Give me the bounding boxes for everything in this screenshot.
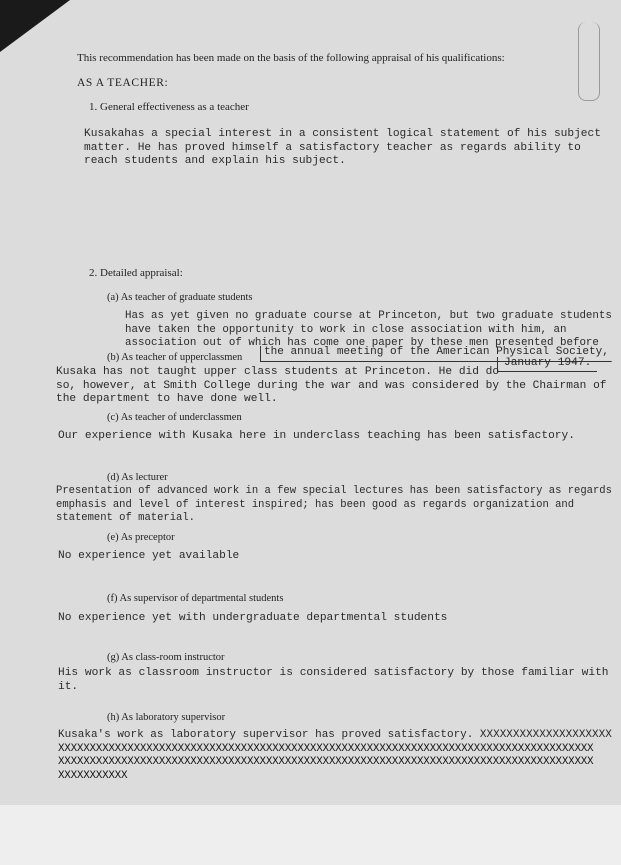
text-line: reach students and explain his subject. [84, 155, 346, 167]
text-line: matter. He has proved himself a satisfactory teacher as regards ability to [84, 141, 581, 154]
subsection-h-label: (h) As laboratory supervisor [107, 712, 226, 723]
struck-out-line: XXXXXXXXXXXXXXXXXXXXXXXXXXXXXXXXXXXXXXXXXXXXXXXXXXXXXXXXXXXXXXXXXXXXXXXXXXXXXXXXXXXXX [58, 742, 594, 755]
subsection-g-label: (g) As class-room instructor [107, 652, 225, 663]
text-line: Kusaka's work as laboratory supervisor has proved satisfactory. XXXXXXXXXXXXXXXXXXXX [58, 729, 612, 741]
subsection-d-label: (d) As lecturer [107, 472, 168, 483]
page-bottom-margin [0, 805, 621, 865]
subsection-e-paragraph [58, 550, 239, 564]
subsection-g-paragraph [58, 667, 609, 694]
text-line: His work as classroom instructor is considered satisfactory by those familiar with [58, 667, 609, 679]
subsection-c-paragraph [58, 430, 575, 444]
subsection-h-paragraph [58, 729, 612, 783]
item1-heading: 1. General effectiveness as a teacher [89, 101, 249, 113]
text-line: Our experience with Kusaka here in underclass teaching has been satisfactory. [58, 430, 575, 442]
subsection-f-label: (f) As supervisor of departmental students [107, 593, 284, 604]
text-line: association out of which has come one paper by these men presented before [125, 337, 599, 349]
text-line: statement of material. [56, 512, 195, 524]
struck-out-line: XXXXXXXXXXX [58, 769, 128, 782]
paperclip-mark [578, 22, 600, 101]
subsection-a-paragraph [125, 310, 612, 351]
subsection-c-label: (c) As teacher of underclassmen [107, 412, 242, 423]
item2-heading: 2. Detailed appraisal: [89, 267, 183, 279]
section-heading: AS A TEACHER: [77, 77, 169, 89]
text-line: Presentation of advanced work in a few special lectures has been satisfactory as regards [56, 485, 612, 497]
intro-text: This recommendation has been made on the basis of the following appraisal of his qualifications: [77, 52, 505, 64]
text-line: so, however, at Smith College during the war and was considered by the Chairman of [56, 379, 607, 392]
subsection-f-paragraph [58, 612, 447, 626]
item1-paragraph [84, 128, 601, 169]
inserted-text: the annual meeting of the American Physical Society, [260, 346, 612, 362]
text-line: it. [58, 680, 79, 693]
inserted-date: January 1947. [497, 357, 597, 372]
subsection-a-label: (a) As teacher of graduate students [107, 292, 253, 303]
subsection-b-paragraph [56, 366, 607, 407]
text-line: Kusaka has not taught upper class students at Princeton. He did do [56, 366, 500, 378]
text-line: have taken the opportunity to work in close association with him, an [125, 323, 567, 336]
text-line: the department to have done well. [56, 393, 278, 405]
subsection-b-label: (b) As teacher of upperclassmen [107, 352, 243, 363]
subsection-e-label: (e) As preceptor [107, 532, 175, 543]
text-line: Kusakahas a special interest in a consistent logical statement of his subject [84, 128, 601, 140]
subsection-d-paragraph [56, 485, 612, 526]
text-line: No experience yet available [58, 550, 240, 562]
folded-corner [0, 0, 70, 52]
struck-out-line: XXXXXXXXXXXXXXXXXXXXXXXXXXXXXXXXXXXXXXXXXXXXXXXXXXXXXXXXXXXXXXXXXXXXXXXXXXXXXXXXXXXXX [58, 756, 594, 768]
text-line: Has as yet given no graduate course at Princeton, but two graduate students [125, 310, 612, 322]
text-line: emphasis and level of interest inspired; has been good as regards organization and [56, 498, 575, 511]
text-line: No experience yet with undergraduate departmental students [58, 612, 448, 624]
